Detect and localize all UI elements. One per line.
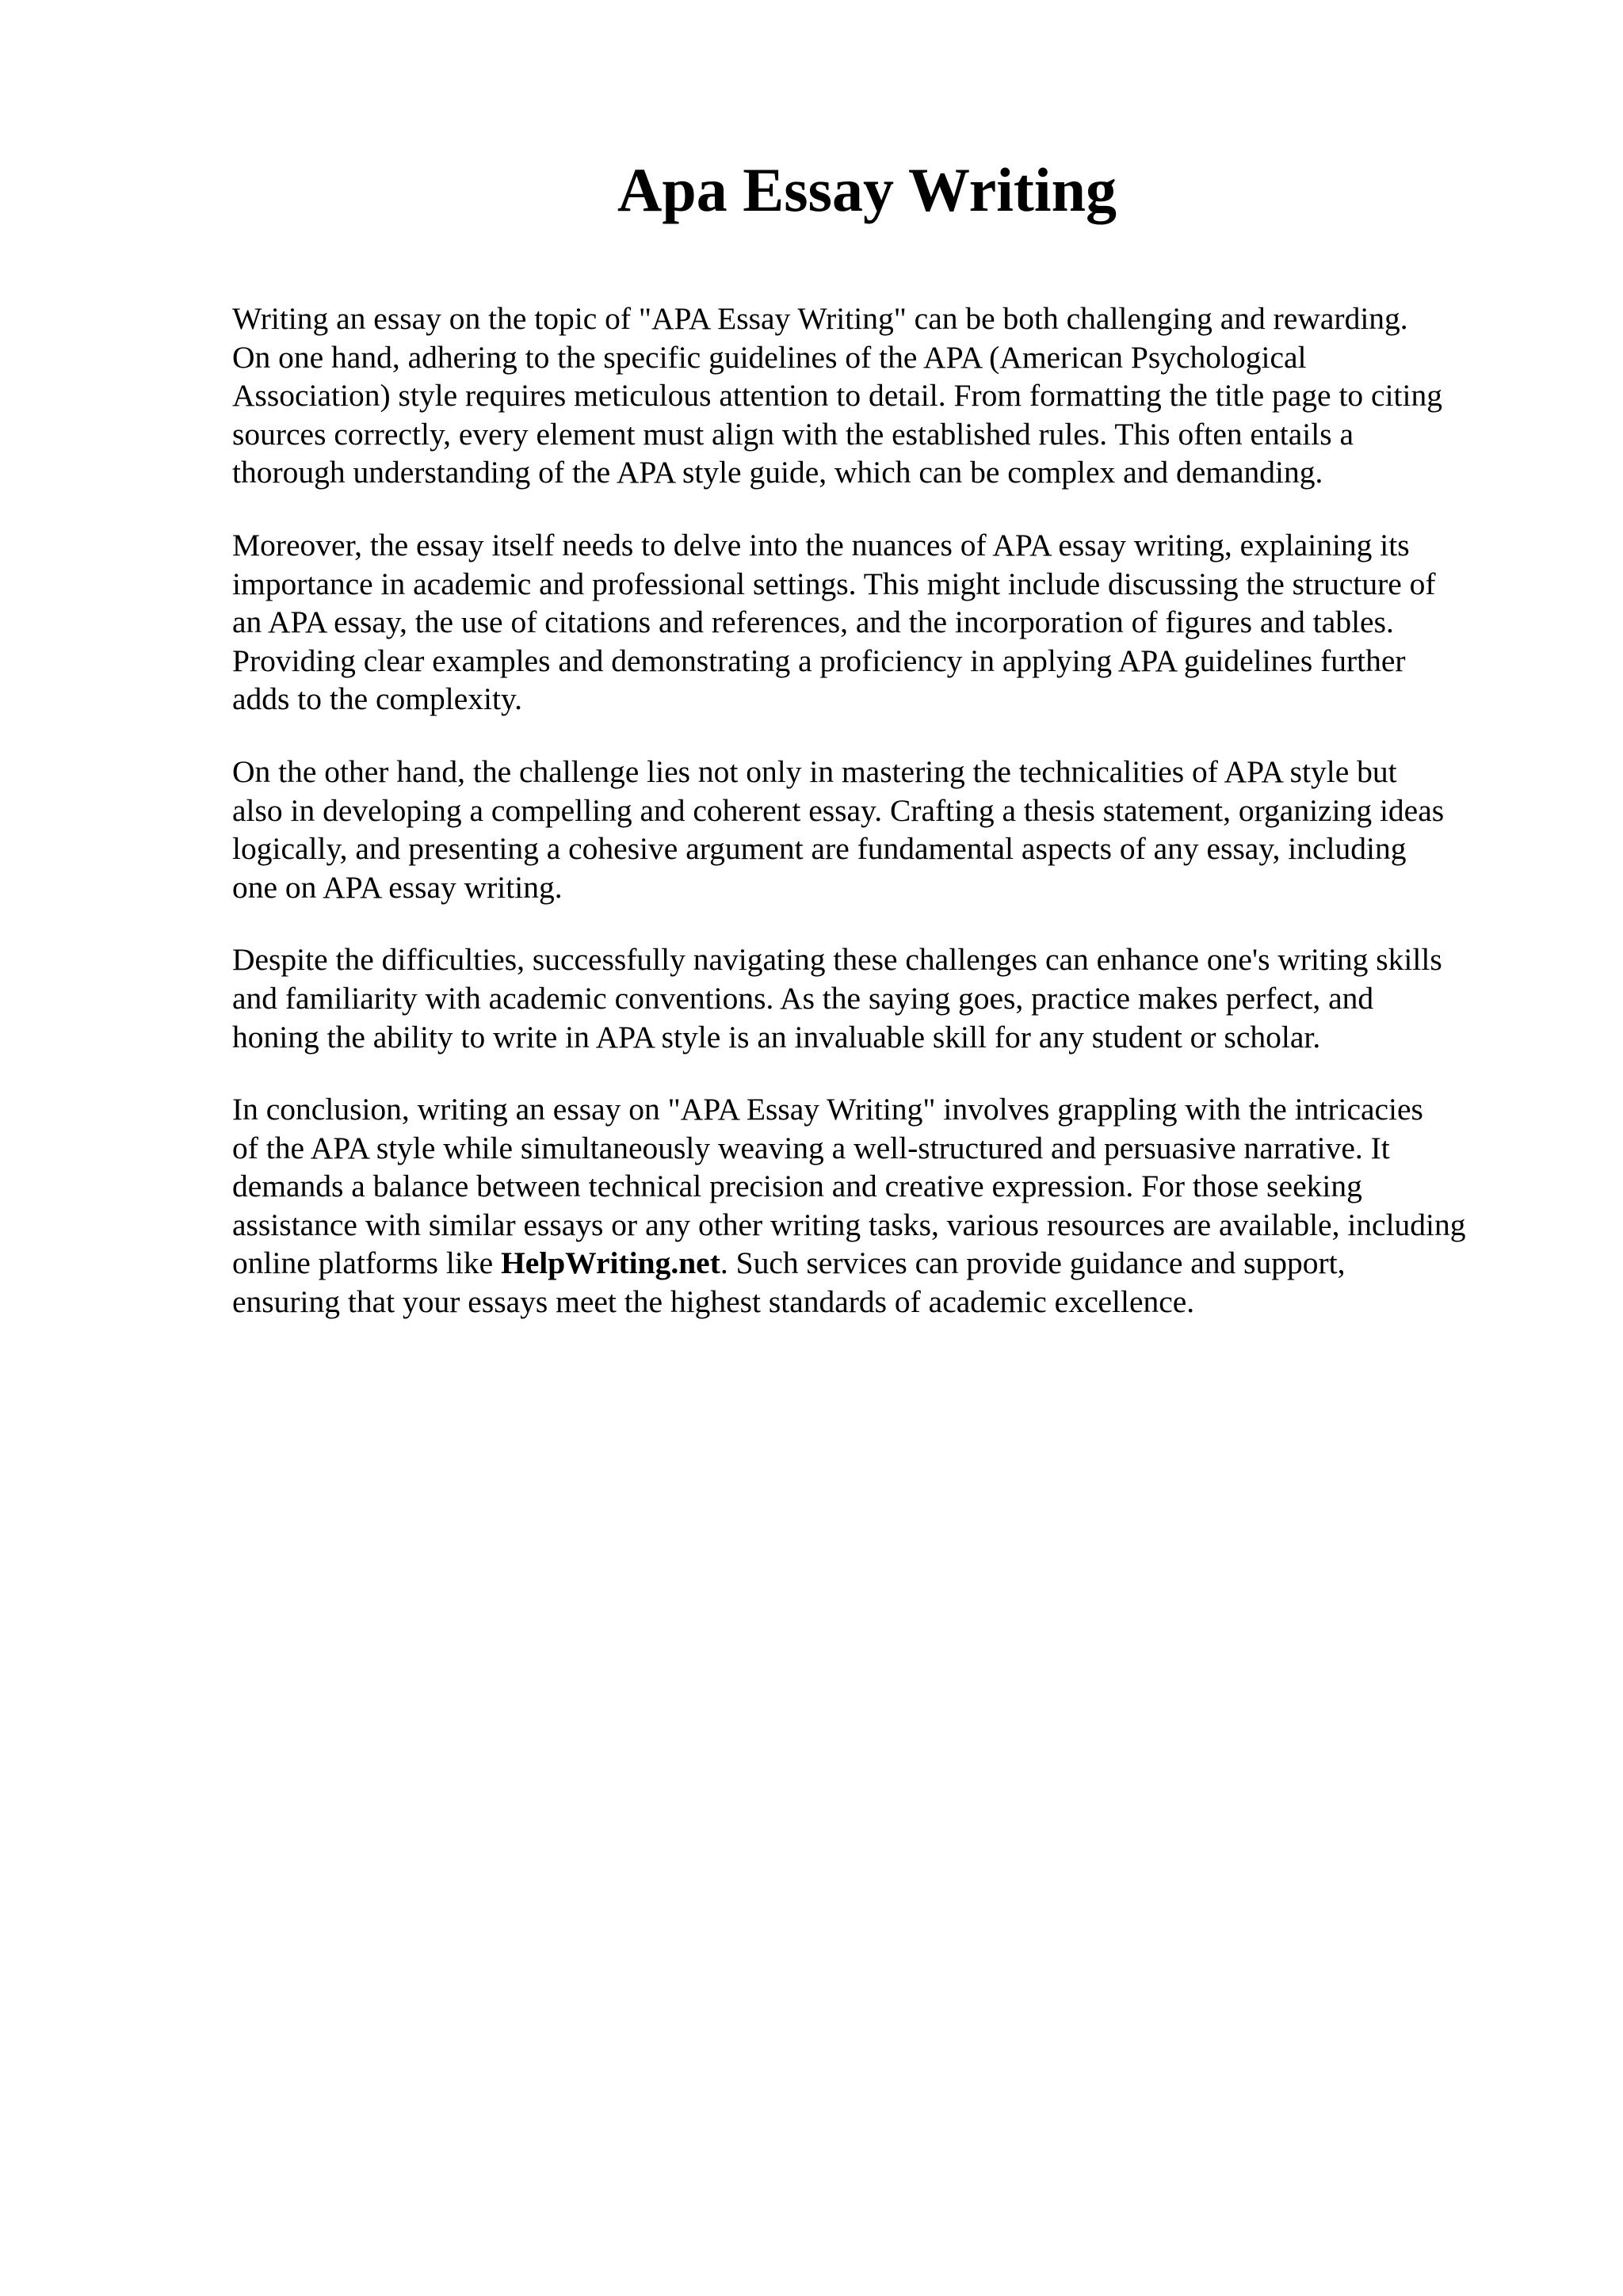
text-line: and familiarity with academic conventions. As the saying goes, practice makes perfect, and	[232, 980, 1374, 1016]
text-line: Writing an essay on the topic of "APA Essay Writing" can be both challenging and rewarding.	[232, 301, 1408, 336]
text-line: assistance with similar essays or any other writing tasks, various resources are available, including	[232, 1207, 1466, 1242]
text-line: thorough understanding of the APA style guide, which can be complex and demanding.	[232, 455, 1323, 490]
text-line: ensuring that your essays meet the highest standards of academic excellence.	[232, 1284, 1195, 1320]
text-line: demands a balance between technical precision and creative expression. For those seeking	[232, 1169, 1362, 1204]
paragraph-5	[232, 1090, 1548, 1322]
paragraph-2	[232, 526, 1548, 719]
text-line: also in developing a compelling and coherent essay. Crafting a thesis statement, organizing ideas	[232, 792, 1445, 828]
paragraph-1	[232, 299, 1548, 492]
helpwriting-link[interactable]: HelpWriting.net	[500, 1245, 720, 1281]
text-line: Despite the difficulties, successfully navigating these challenges can enhance one's writing skills	[232, 942, 1442, 978]
document-body	[232, 299, 1548, 1356]
text-line: Association) style requires meticulous attention to detail. From formatting the title page to citing	[232, 378, 1442, 414]
link-line-after: . Such services can provide guidance and support,	[720, 1245, 1346, 1281]
paragraph-3	[232, 753, 1548, 906]
text-line: an APA essay, the use of citations and references, and the incorporation of figures and tables.	[232, 605, 1394, 640]
text-line: of the APA style while simultaneously weaving a well-structured and persuasive narrative. It	[232, 1130, 1390, 1165]
text-line: On the other hand, the challenge lies not only in mastering the technicalities of APA style but	[232, 753, 1397, 789]
text-line: adds to the complexity.	[232, 681, 523, 717]
paragraph-4	[232, 940, 1548, 1056]
text-line: one on APA essay writing.	[232, 869, 563, 905]
text-line: logically, and presenting a cohesive argument are fundamental aspects of any essay, including	[232, 831, 1407, 867]
link-line-before: online platforms like	[232, 1245, 501, 1281]
text-line: importance in academic and professional settings. This might include discussing the structure of	[232, 566, 1436, 601]
text-line: On one hand, adhering to the specific guidelines of the APA (American Psychological	[232, 339, 1307, 375]
document-title: Apa Essay Writing	[617, 155, 1117, 224]
text-line: In conclusion, writing an essay on "APA Essay Writing" involves grappling with the intricacies	[232, 1092, 1423, 1127]
text-line: honing the ability to write in APA style is an invaluable skill for any student or scholar.	[232, 1019, 1321, 1055]
text-line: sources correctly, every element must align with the established rules. This often entails a	[232, 416, 1354, 452]
text-line: Providing clear examples and demonstrating a proficiency in applying APA guidelines further	[232, 643, 1406, 678]
text-line-with-link	[232, 1244, 1548, 1283]
text-line: Moreover, the essay itself needs to delve into the nuances of APA essay writing, explaining its	[232, 527, 1410, 563]
